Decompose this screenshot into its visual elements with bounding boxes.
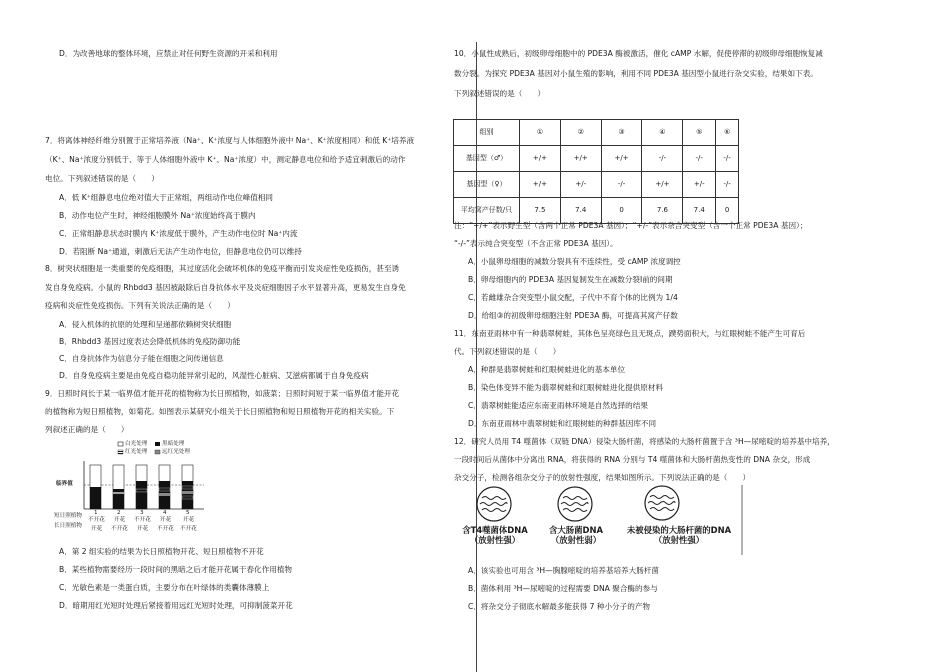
table-cell: -/- (642, 146, 683, 172)
table-cell: +/+ (520, 172, 561, 198)
table-cell: +/+ (642, 172, 683, 198)
row-label: 基因型（♂） (454, 146, 520, 172)
short-day-result-2: 开花 (114, 517, 126, 523)
q7-stem-line: 7．将离体神经纤维分别置于正常培养液（Na⁺、K⁺浓度与人体细胞外液中 Na⁺、K⁺浓度相同）和低 K⁺培养液 (45, 136, 415, 145)
table-header-cell: ⑤ (683, 120, 716, 146)
group-number-4: 4 (163, 510, 167, 516)
group-number-1: 1 (94, 510, 98, 516)
table-cell: -/- (601, 172, 642, 198)
table-cell: 0 (601, 198, 642, 224)
q8-option-a: A．侵入机体的抗原的处理和呈递都依赖树突状细胞 (59, 320, 232, 329)
q7-option-a: A．低 K⁺组静息电位绝对值大于正常组，两组动作电位峰值相同 (59, 193, 274, 202)
critical-value-label: 临界值 (56, 481, 73, 487)
table-cell: 7.4 (560, 198, 601, 224)
q12-option-a: A．该实验也可用含 ³H—胸腺嘧啶的培养基培养大肠杆菌 (468, 566, 660, 575)
q9-option-b: B．某些植物需要经历一段时间的黑暗之后才能开花属于春化作用植物 (59, 565, 293, 574)
bar-4-farred (159, 493, 170, 496)
q9-option-a: A．第 2 组实验的结果为长日照植物开花、短日照植物不开花 (59, 547, 264, 556)
table-header-cell: ⑥ (716, 120, 739, 146)
q11-stem-line: 代。下列叙述错误的是（ ） (454, 347, 561, 356)
q8-option-d: D．自身免疫病主要是由免疫自稳功能异常引起的，风湿性心脏病、艾滋病都属于自身免疫病 (59, 371, 369, 380)
q12-option-b: B．菌体利用 ³H—尿嘧啶的过程需要 DNA 聚合酶的参与 (468, 584, 658, 593)
q10-option-d: D．给组③的初级卵母细胞注射 PDE3A 酶，可提高其窝产仔数 (468, 311, 678, 320)
long-day-result-5: 不开花 (180, 526, 197, 532)
table-header-label: 组别 (454, 120, 520, 146)
q7-stem-line: 电位。下列叙述错误的是（ ） (45, 174, 159, 183)
q10-stem-line: 下列叙述错误的是（ ） (454, 89, 546, 98)
q10-stem-line: 10．小鼠性成熟后，初级卵母细胞中的 PDE3A 酶被激活，催化 cAMP 水解，促使停滞的初级卵母细胞恢复减 (454, 49, 823, 58)
q7-option-c: C．正常组静息状态时膜内 K⁺浓度低于膜外，产生动作电位时 Na⁺内流 (59, 229, 298, 238)
q11-option-c: C．翡翠树蛙能适应东南亚雨林环境是自然选择的结果 (468, 401, 648, 410)
short-day-result-5: 开花 (183, 517, 195, 523)
legend-swatch-farred (155, 450, 160, 454)
legend-far-red-light: 远红光处理 (162, 449, 190, 455)
bar-3-red (136, 489, 147, 492)
caption-3-line: 未被侵染的大肠杆菌的DNA (626, 525, 732, 535)
dna-circle-3 (645, 486, 679, 520)
group-number-5: 5 (186, 510, 190, 516)
q12-stem-line: 一段时间后从菌体中分离出 RNA，将获得的 RNA 分别与 T4 噬菌体和大肠杆菌热变性的 DNA 杂交，形成 (454, 455, 811, 464)
table-header-cell: ③ (601, 120, 642, 146)
long-day-result-3: 开花 (137, 526, 149, 532)
q8-stem-line: 疫病和炎症性免疫损伤。下列有关说法正确的是（ ） (45, 301, 235, 310)
q12-hybridization-figure (460, 485, 744, 555)
q7-stem-line: （K⁺、Na⁺浓度分别低于、等于人体细胞外液中 K⁺、Na⁺浓度）中，测定静息电位和给予适宜刺激后的动作 (45, 155, 406, 164)
table-cell: 7.5 (520, 198, 561, 224)
q9-stem-line: 9．日照时间长于某一临界值才能开花的植物称为长日照植物，如菠菜；日照时间短于某一临界值才能开花 (45, 389, 400, 398)
long-day-result-2: 不开花 (111, 526, 128, 532)
row-label: 平均窝产仔数/只 (454, 198, 520, 224)
legend-swatch-red (118, 450, 123, 454)
q8-stem-line: 发自身免疫病。小鼠的 Rhbdd3 基因被敲除后自身抗体水平及炎症细胞因子水平显著升高，更易发生自身免 (45, 283, 406, 292)
caption-1-line: （放射性强） (469, 534, 521, 545)
dna-circle-2 (558, 487, 592, 521)
long-day-result-1: 开花 (91, 526, 103, 532)
legend-dark: 黑暗处理 (162, 441, 185, 447)
bar-5-dark (182, 481, 193, 509)
long-day-result-4: 不开花 (157, 526, 174, 532)
table-header-cell: ④ (642, 120, 683, 146)
q8-stem-line: 8．树突状细胞是一类重要的免疫细胞，其过度活化会破坏机体的免疫平衡而引发炎症性免疫损伤，甚至诱 (45, 264, 400, 273)
row-label: 基因型（♀） (454, 172, 520, 198)
row-label-long-day: 长日照植物 (54, 523, 82, 529)
q11-option-a: A．种群是翡翠树蛙和红眼树蛙进化的基本单位 (468, 365, 626, 374)
q9-stem-line: 的植物称为短日照植物，如菊花。如图表示某研究小组关于长日照植物和短日照植物开花的相关实验。下 (45, 407, 395, 416)
q11-option-b: B．染色体变异不能为翡翠树蛙和红眼树蛙进化提供原材料 (468, 383, 664, 392)
q7-option-d: D．若阻断 Na⁺通道，刺激后无法产生动作电位，但静息电位仍可以维持 (59, 247, 302, 256)
table-cell: +/+ (520, 146, 561, 172)
caption-3-line: （放射性强） (653, 534, 705, 545)
legend-white-light: 白光处理 (125, 441, 148, 447)
row-label-short-day: 短日照植物 (54, 513, 82, 519)
caption-2 (542, 526, 610, 545)
bar-1-dark (90, 487, 101, 509)
table-cell: +/- (560, 172, 601, 198)
q10-note-line: 注：“+/+”表示野生型（含两个正常 PDE3A 基因）；“+/-”表示杂合突变型（含一个正常 PDE3A 基因）； (454, 221, 808, 230)
q12-stem-line: 12．研究人员用 T4 噬菌体（双链 DNA）侵染大肠杆菌，将感染的大肠杆菌置于含 ³H—尿嘧啶的培养基中培养， (454, 437, 835, 446)
q9-option-c: C．光敏色素是一类蛋白质，主要分布在叶绿体的类囊体薄膜上 (59, 583, 270, 592)
table-cell: +/+ (601, 146, 642, 172)
caption-2-line: （放射性弱） (550, 534, 602, 545)
table-cell: 7.4 (683, 198, 716, 224)
q9-stem-line: 列叙述正确的是（ ） (45, 425, 129, 434)
caption-2-line: 含大肠菌DNA (549, 525, 603, 535)
legend-swatch-dark (155, 442, 160, 446)
q10-option-c: C．若雌雄杂合突变型小鼠交配，子代中不育个体的比例为 1/4 (468, 293, 678, 302)
short-day-result-1: 不开花 (88, 517, 105, 523)
caption-1 (460, 526, 530, 545)
q8-option-b: B．Rhbdd3 基因过度表达会降低机体的免疫防御功能 (59, 337, 241, 346)
legend-red-light: 红光处理 (125, 449, 148, 455)
bar-5-red (182, 486, 193, 489)
q6-option-d: D．为改善地球的整体环境，应禁止对任何野生资源的开采和利用 (59, 49, 278, 58)
table-row (454, 172, 739, 198)
q11-option-d: D．东南亚雨林中翡翠树蛙和红眼树蛙的种群基因库不同 (468, 419, 657, 428)
dna-circle-1 (477, 487, 511, 521)
table-cell: +/- (683, 172, 716, 198)
bar-3-dark (136, 481, 147, 509)
q10-option-b: B．卵母细胞内的 PDE3A 基因复制发生在减数分裂Ⅰ前的间期 (468, 275, 673, 284)
q10-genotype-table (453, 119, 739, 224)
q12-option-c: C．将杂交分子彻底水解最多能获得 7 种小分子的产物 (468, 602, 651, 611)
q9-photoperiod-figure (54, 437, 214, 541)
table-cell: +/+ (560, 146, 601, 172)
table-cell: 0 (716, 198, 739, 224)
short-day-result-4: 开花 (160, 517, 172, 523)
caption-3 (616, 526, 742, 545)
short-day-result-3: 不开花 (134, 517, 151, 523)
group-number-2: 2 (117, 510, 121, 516)
table-cell: 7.6 (642, 198, 683, 224)
table-header-cell: ② (560, 120, 601, 146)
group-number-3: 3 (140, 510, 144, 516)
table-cell: -/- (716, 146, 739, 172)
q10-note-line: “-/-”表示纯合突变型（不含正常 PDE3A 基因）。 (454, 239, 618, 248)
bar-4-red (159, 488, 170, 491)
bar-5-farred (182, 491, 193, 494)
legend-swatch-white (118, 442, 123, 446)
table-cell: -/- (716, 172, 739, 198)
caption-1-line: 含T4噬菌体DNA (462, 525, 528, 535)
q10-option-a: A．小鼠卵母细胞的减数分裂具有不连续性，受 cAMP 浓度调控 (468, 257, 681, 266)
table-row (454, 198, 739, 224)
q8-option-c: C．自身抗体作为信息分子能在细胞之间传递信息 (59, 354, 224, 363)
q7-option-b: B．动作电位产生时，神经细胞膜外 Na⁺浓度始终高于膜内 (59, 211, 256, 220)
bar-2-dark (113, 489, 124, 509)
table-cell: -/- (683, 146, 716, 172)
table-header-row (454, 120, 739, 146)
bar-5-red-2 (182, 496, 193, 499)
q12-stem-line: 杂交分子，检测各组杂交分子的放射性强度，结果如图所示。下列说法正确的是（ ） (454, 473, 751, 482)
q11-stem-line: 11．东南亚雨林中有一种翡翠树蛙，其体色呈亮绿色且无斑点，蹼势面积大，与红眼树蛙不能产生可育后 (454, 329, 806, 338)
table-header-cell: ① (520, 120, 561, 146)
q10-stem-line: 数分裂。为探究 PDE3A 基因对小鼠生殖的影响，利用不同 PDE3A 基因型小鼠进行杂交实验，结果如下表。 (454, 69, 818, 78)
table-row (454, 146, 739, 172)
q9-option-d: D．暗期用红光短时处理后紧接着用远红光短时处理，可抑制菠菜开花 (59, 601, 293, 610)
